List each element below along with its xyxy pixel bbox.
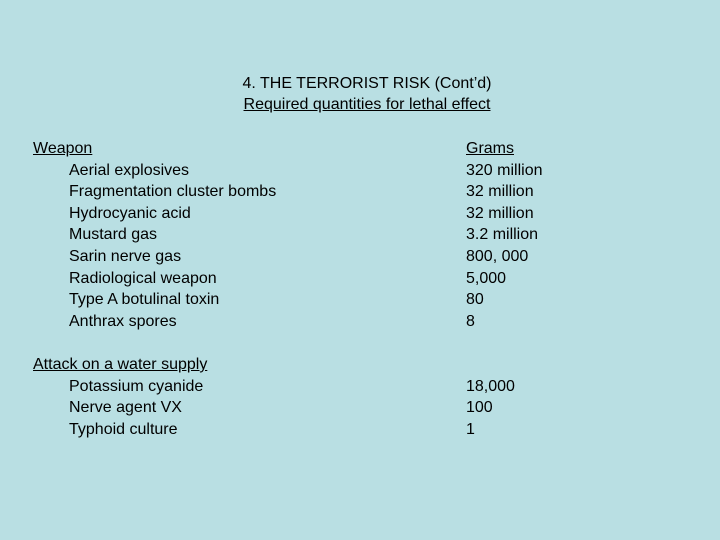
weapon-label: Mustard gas [69,226,158,243]
grams-value: 1 [466,421,475,438]
title-heading: 4. THE TERRORIST RISK (Cont’d) [242,75,492,92]
table-row [0,397,720,419]
weapon-label: Hydrocyanic acid [69,205,191,222]
title-subheading: Required quantities for lethal effect [243,96,491,113]
slide-title [0,73,720,115]
grams-value: 8 [466,313,475,330]
grams-value: 320 million [466,162,543,179]
section1-header-row [0,138,720,160]
grams-value: 18,000 [466,378,515,395]
table-row [0,160,720,182]
agent-label: Nerve agent VX [69,399,182,416]
weapon-label: Radiological weapon [69,270,217,287]
weapon-label: Sarin nerve gas [69,248,182,265]
grams-value: 100 [466,399,493,416]
table-row [0,224,720,246]
grams-value: 32 million [466,183,534,200]
grams-value: 5,000 [466,270,507,287]
grams-value: 3.2 million [466,226,539,243]
grams-value: 80 [466,291,484,308]
table-row [0,419,720,441]
grams-value: 32 million [466,205,534,222]
section2-header-row [0,354,720,376]
grams-column-header: Grams [466,140,514,157]
weapon-label: Aerial explosives [69,162,190,179]
table-row [0,311,720,333]
water-supply-header: Attack on a water supply [33,356,208,373]
weapon-label: Type A botulinal toxin [69,291,220,308]
table-row [0,203,720,225]
weapon-column-header: Weapon [33,140,93,157]
grams-value: 800, 000 [466,248,529,265]
table-row [0,268,720,290]
table-row [0,181,720,203]
agent-label: Potassium cyanide [69,378,204,395]
weapon-label: Anthrax spores [69,313,177,330]
agent-label: Typhoid culture [69,421,178,438]
table-row [0,246,720,268]
table-row [0,376,720,398]
weapon-label: Fragmentation cluster bombs [69,183,277,200]
table-row [0,289,720,311]
